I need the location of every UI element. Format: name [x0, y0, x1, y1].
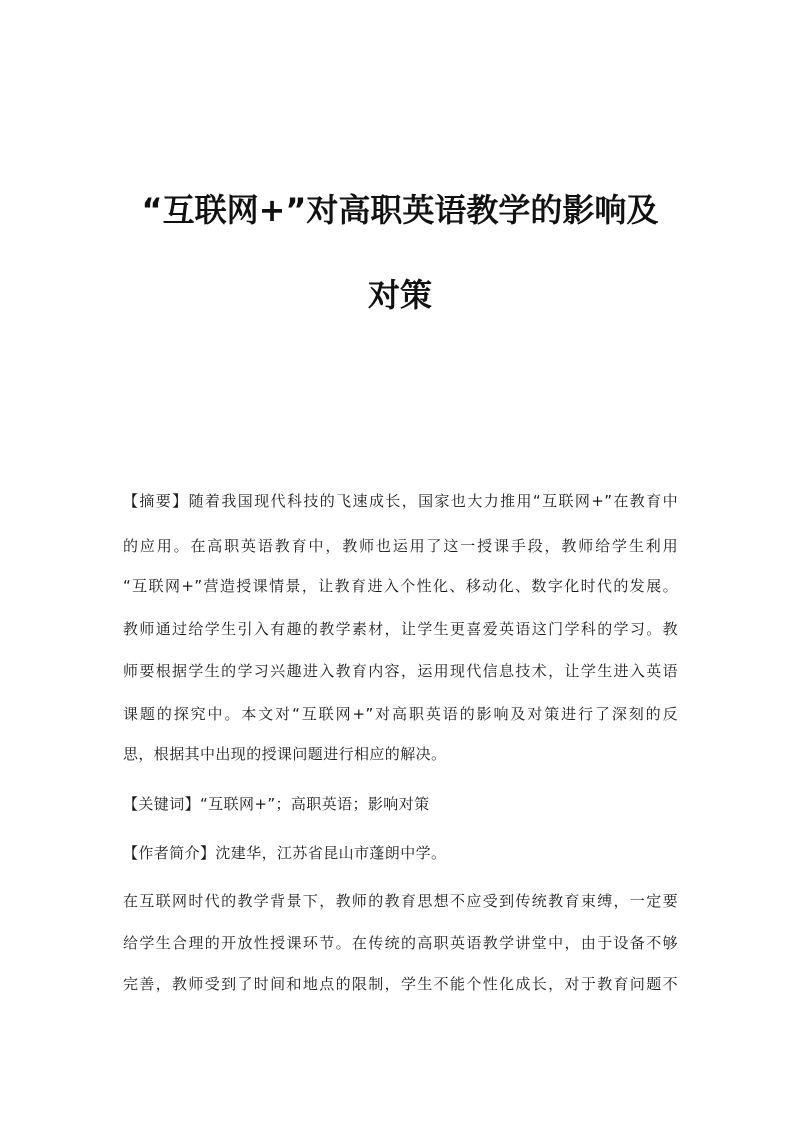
abstract-line: 课题的探究中。本文对“互联网+”对高职英语的影响及对策进行了深刻的反 — [123, 705, 678, 723]
body-text-line: 在互联网时代的教学背景下，教师的教育思想不应受到传统教育束缚，一定要 — [123, 892, 678, 910]
keywords-line: 【关键词】“互联网+”；高职英语；影响对策 — [123, 795, 430, 813]
abstract-line: 的应用。在高职英语教育中，教师也运用了这一授课手段，教师给学生利用 — [123, 537, 678, 555]
body-text-line: 完善，教师受到了时间和地点的限制，学生不能个性化成长，对于教育问题不 — [123, 975, 678, 993]
abstract-line: “互联网+”营造授课情景，让教育进入个性化、移动化、数字化时代的发展。 — [123, 577, 678, 595]
author-line: 【作者简介】沈建华，江苏省昆山市蓬朗中学。 — [123, 844, 447, 862]
document-title-line-2: 对策 — [367, 276, 432, 314]
document-title-line-1: “互联网+”对高职英语教学的影响及 — [141, 191, 659, 229]
abstract-line: 思，根据其中出现的授课问题进行相应的解决。 — [123, 745, 447, 763]
abstract-line: 【摘要】随着我国现代科技的飞速成长，国家也大力推用“互联网+”在教育中 — [123, 492, 678, 510]
abstract-line: 师要根据学生的学习兴趣进入教育内容，运用现代信息技术，让学生进入英语 — [123, 662, 678, 680]
abstract-line: 教师通过给学生引入有趣的教学素材，让学生更喜爱英语这门学科的学习。教 — [123, 620, 678, 638]
body-text-line: 给学生合理的开放性授课环节。在传统的高职英语教学讲堂中，由于设备不够 — [123, 934, 678, 952]
